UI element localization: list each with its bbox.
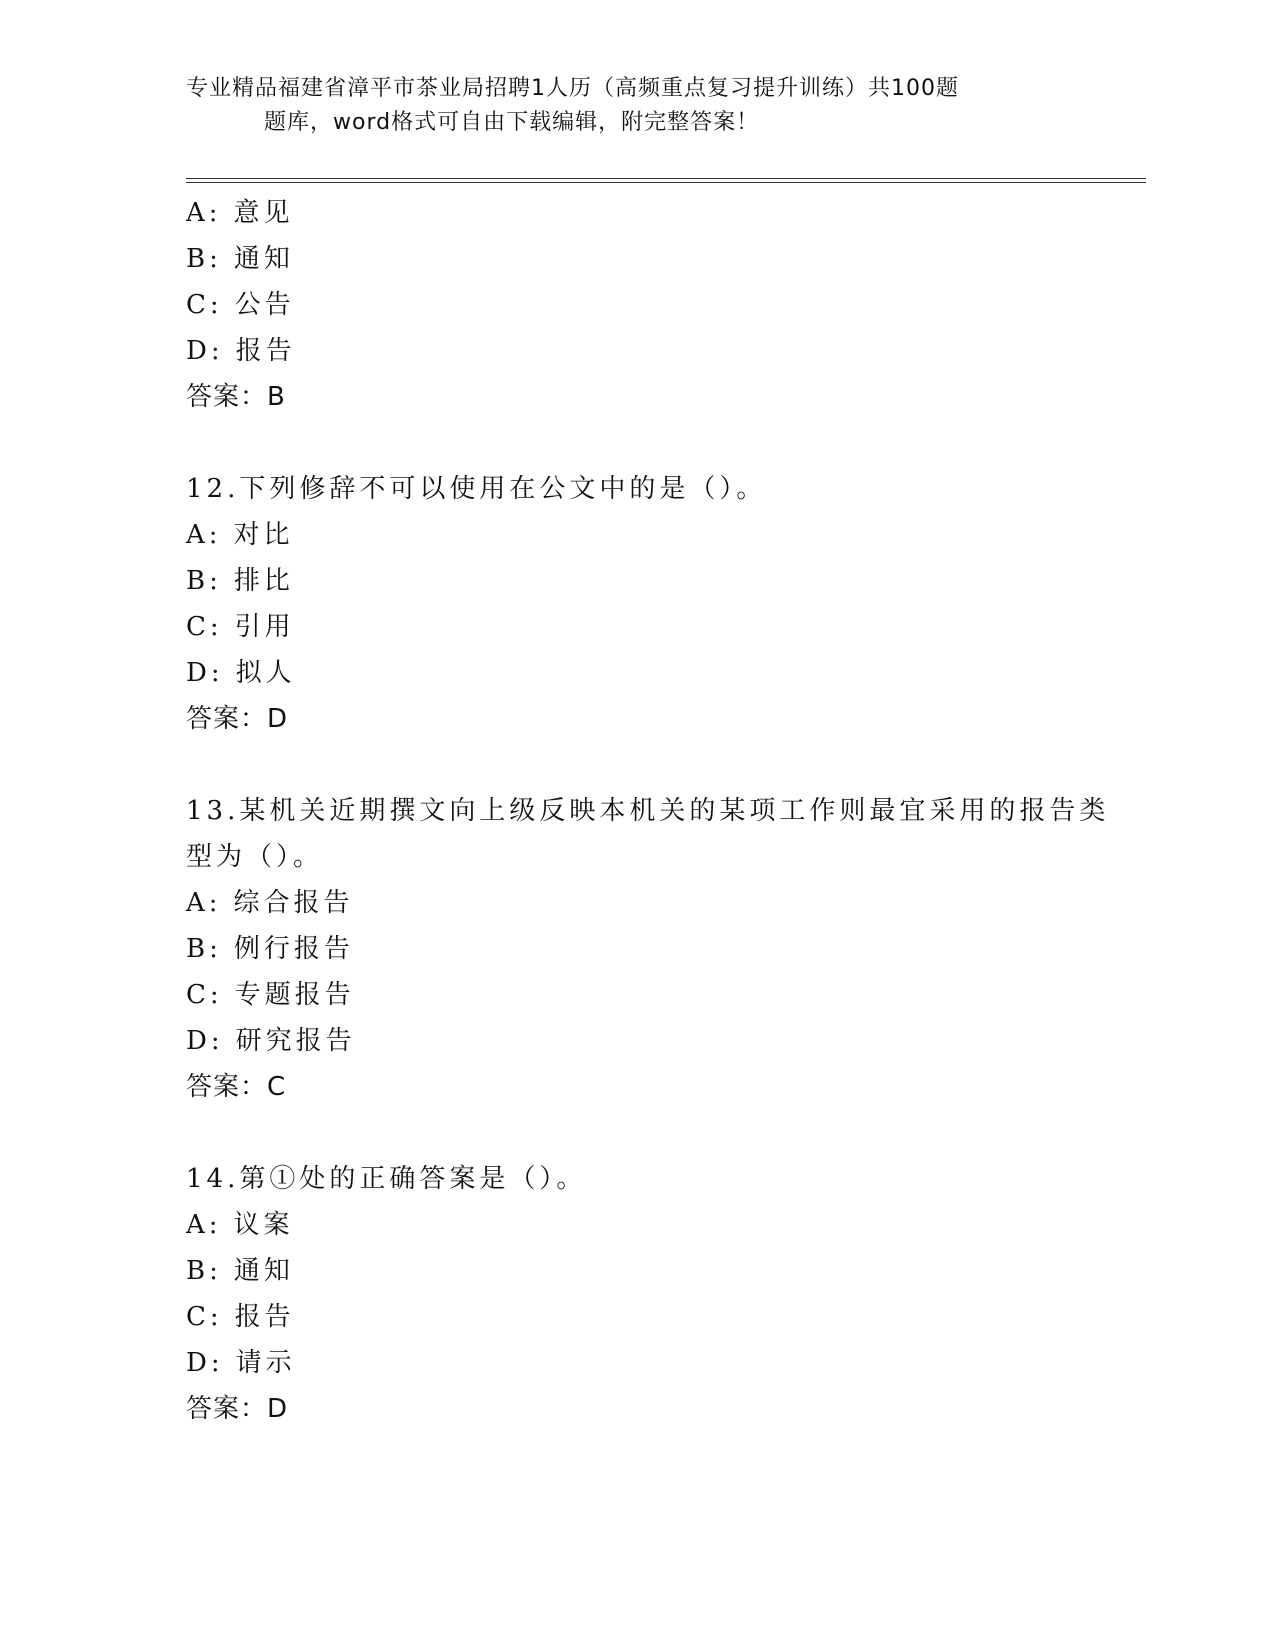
answer-line: 答案：B <box>186 382 286 412</box>
option-label: C: <box>186 612 223 642</box>
header-divider-bottom <box>186 182 1146 183</box>
option-row <box>186 282 1086 328</box>
header-title-line-1: 专业精品福建省漳平市茶业局招聘1人历（高频重点复习提升训练）共100题 <box>186 76 959 101</box>
question-text: 14.第①处的正确答案是（）。 <box>186 1164 587 1194</box>
option-text: 通知 <box>233 1256 294 1286</box>
option-label: C: <box>186 980 223 1010</box>
option-label: A: <box>186 1210 222 1240</box>
option-text: 专题报告 <box>234 980 355 1010</box>
option-row <box>186 190 1086 236</box>
spacer <box>186 420 1086 466</box>
option-row <box>186 972 1086 1018</box>
question-text: 13.某机关近期撰文向上级反映本机关的某项工作则最宜采用的报告类 <box>186 796 1110 826</box>
option-text: 例行报告 <box>233 934 354 964</box>
option-row <box>186 1294 1086 1340</box>
option-label: D: <box>186 1348 224 1378</box>
option-label: B: <box>186 566 222 596</box>
option-text: 综合报告 <box>233 888 354 918</box>
answer-line: 答案：D <box>186 1394 289 1424</box>
question-block-11 <box>186 190 1086 420</box>
option-text: 排比 <box>233 566 294 596</box>
option-label: C: <box>186 290 223 320</box>
option-row <box>186 1202 1086 1248</box>
option-label: B: <box>186 244 222 274</box>
option-row <box>186 1018 1086 1064</box>
option-row <box>186 604 1086 650</box>
question-list <box>186 190 1110 1432</box>
option-label: C: <box>186 1302 223 1332</box>
header-title-line-2: 题库，word格式可自由下载编辑，附完整答案！ <box>264 110 760 135</box>
question-block-14 <box>186 1156 1086 1432</box>
option-text: 意见 <box>233 198 294 228</box>
option-text: 研究报告 <box>235 1026 356 1056</box>
option-label: A: <box>186 888 222 918</box>
option-row <box>186 880 1086 926</box>
answer-line: 答案：D <box>186 704 289 734</box>
spacer <box>186 1110 1086 1156</box>
option-text: 拟人 <box>235 658 296 688</box>
option-row <box>186 558 1086 604</box>
option-label: B: <box>186 1256 222 1286</box>
option-text: 议案 <box>233 1210 294 1240</box>
option-label: B: <box>186 934 222 964</box>
option-label: A: <box>186 198 222 228</box>
document-header <box>186 72 1086 140</box>
question-text: 12.下列修辞不可以使用在公文中的是（）。 <box>186 474 767 504</box>
option-text: 报告 <box>235 336 296 366</box>
option-text: 公告 <box>234 290 295 320</box>
option-row <box>186 512 1086 558</box>
option-label: D: <box>186 336 224 366</box>
question-block-13 <box>186 788 1110 1110</box>
option-row <box>186 1340 1086 1386</box>
option-text: 引用 <box>234 612 295 642</box>
option-text: 报告 <box>234 1302 295 1332</box>
option-row <box>186 1248 1086 1294</box>
option-label: A: <box>186 520 222 550</box>
option-row <box>186 650 1086 696</box>
question-text-continued: 型为（）。 <box>186 842 324 872</box>
option-text: 请示 <box>235 1348 296 1378</box>
option-text: 对比 <box>233 520 294 550</box>
answer-line: 答案：C <box>186 1072 287 1102</box>
option-label: D: <box>186 658 224 688</box>
spacer <box>186 742 1086 788</box>
header-divider-top <box>186 178 1146 179</box>
option-text: 通知 <box>233 244 294 274</box>
question-block-12 <box>186 466 1086 742</box>
option-row <box>186 236 1086 282</box>
option-row <box>186 926 1086 972</box>
option-label: D: <box>186 1026 224 1056</box>
option-row <box>186 328 1086 374</box>
